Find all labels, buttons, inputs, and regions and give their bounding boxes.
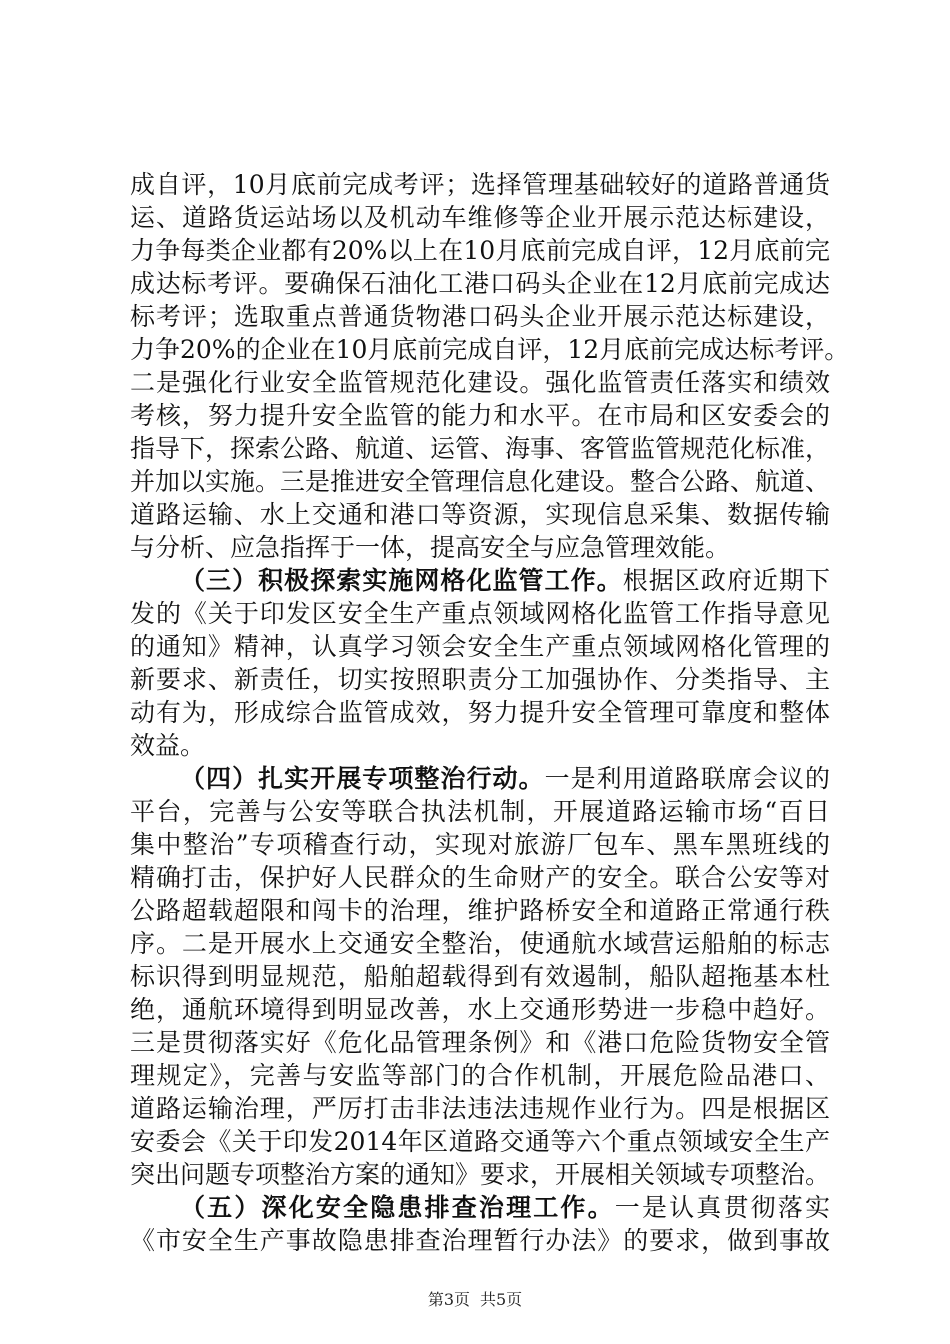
text-line: 绝，通航环境得到明显改善，水上交通形势进一步稳中趋好。 (130, 995, 830, 1024)
section-heading-line: （三）积极探索实施网格化监管工作。根据区政府近期下 (180, 566, 830, 595)
text-line: 指导下，探索公路、航道、运管、海事、客管监管规范化标准， (130, 434, 831, 463)
text-line: 二是强化行业安全监管规范化建设。强化监管责任落实和绩效 (130, 368, 830, 397)
text-line: 精确打击，保护好人民群众的生命财产的安全。联合公安等对 (130, 863, 830, 892)
section-heading: （五）深化安全隐患排查治理工作。 (180, 1193, 615, 1222)
text-line: 成自评，10月底前完成考评；选择管理基础较好的道路普通货 (130, 170, 830, 199)
text-line: 公路超载超限和闯卡的治理，维护路桥安全和道路正常通行秩 (130, 896, 830, 925)
text-line: 效益。 (130, 731, 206, 760)
text-line: 发的《关于印发区安全生产重点领域网格化监管工作指导意见 (130, 599, 830, 628)
text-line: 与分析、应急指挥于一体，提高安全与应急管理效能。 (130, 533, 731, 562)
section-heading: （四）扎实开展专项整治行动。 (180, 764, 545, 793)
text-line: 平台，完善与公安等联合执法机制，开展道路运输市场“百日 (130, 797, 830, 826)
text-line: 动有为，形成综合监管成效，努力提升安全管理可靠度和整体 (130, 698, 830, 727)
text-line: 成达标考评。要确保石油化工港口码头企业在12月底前完成达 (130, 269, 830, 298)
text-line: 突出问题专项整治方案的通知》要求，开展相关领域专项整治。 (130, 1160, 831, 1189)
text-line: 标识得到明显规范，船舶超载得到有效遏制，船队超拖基本杜 (130, 962, 830, 991)
text-line: 序。二是开展水上交通安全整治，使通航水域营运船舶的标志 (130, 929, 830, 958)
section-heading-line: （五）深化安全隐患排查治理工作。一是认真贯彻落实 (180, 1193, 830, 1222)
text-line: 的通知》精神，认真学习领会安全生产重点领域网格化管理的 (130, 632, 830, 661)
text-line: 安委会《关于印发2014年区道路交通等六个重点领域安全生产 (130, 1127, 830, 1156)
section-heading-line: （四）扎实开展专项整治行动。一是利用道路联席会议的 (180, 764, 830, 793)
text-line: 道路运输、水上交通和港口等资源，实现信息采集、数据传输 (130, 500, 830, 529)
text-line: 标考评；选取重点普通货物港口码头企业开展示范达标建设， (130, 302, 830, 331)
page-total: 共5页 (480, 1290, 523, 1309)
page-number: 第3页 (427, 1290, 470, 1309)
text-line: 力争20%的企业在10月底前完成自评，12月底前完成达标考评。 (130, 335, 850, 364)
text-line: 并加以实施。三是推进安全管理信息化建设。整合公路、航道、 (130, 467, 831, 496)
text-line: 理规定》，完善与安监等部门的合作机制，开展危险品港口、 (130, 1061, 830, 1090)
document-body (130, 168, 850, 1257)
text-line: 道路运输治理，严厉打击非法违法违规作业行为。四是根据区 (130, 1094, 830, 1123)
text-line: 集中整治”专项稽查行动，实现对旅游厂包车、黑车黑班线的 (130, 830, 830, 859)
text-line: 考核，努力提升安全监管的能力和水平。在市局和区安委会的 (130, 401, 830, 430)
text-line: 新要求、新责任，切实按照职责分工加强协作、分类指导、主 (130, 665, 830, 694)
text-line: 《市安全生产事故隐患排查治理暂行办法》的要求，做到事故 (130, 1226, 830, 1255)
text-line: 三是贯彻落实好《危化品管理条例》和《港口危险货物安全管 (130, 1028, 830, 1057)
page-footer (0, 1287, 950, 1310)
text-line: 力争每类企业都有20%以上在10月底前完成自评，12月底前完 (130, 236, 830, 265)
text-line: 运、道路货运站场以及机动车维修等企业开展示范达标建设， (130, 203, 830, 232)
section-heading: （三）积极探索实施网格化监管工作。 (180, 566, 623, 595)
